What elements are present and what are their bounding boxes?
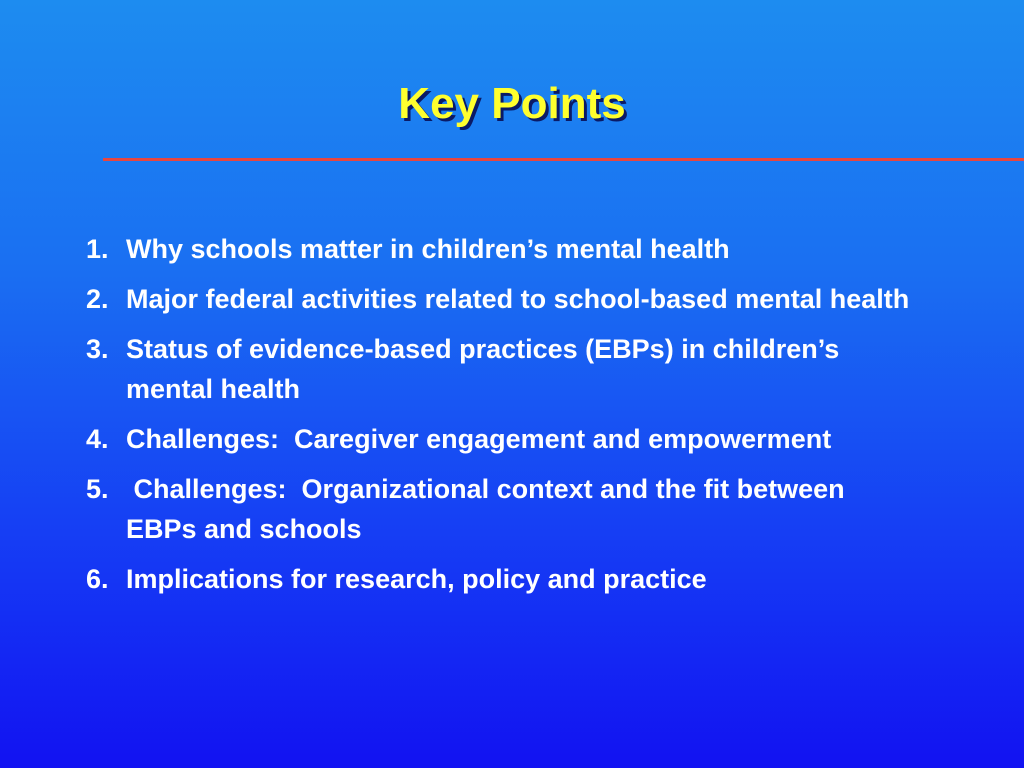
list-item <box>86 229 916 269</box>
item-number: 5. <box>86 474 109 504</box>
item-text: Major federal activities related to school-based mental health <box>126 284 910 314</box>
item-number: 3. <box>86 334 109 364</box>
item-text: Implications for research, policy and practice <box>126 564 707 594</box>
item-text: Challenges: Caregiver engagement and empowerment <box>126 424 832 454</box>
key-points-list <box>86 229 916 609</box>
list-item <box>86 559 916 599</box>
list-item <box>86 279 916 319</box>
list-item <box>86 419 916 459</box>
item-number: 4. <box>86 424 109 454</box>
item-number: 1. <box>86 234 109 264</box>
item-text: Why schools matter in children’s mental health <box>126 234 730 264</box>
item-number: 2. <box>86 284 109 314</box>
slide-title: Key Points <box>398 79 626 128</box>
list-item <box>86 469 916 549</box>
item-number: 6. <box>86 564 109 594</box>
item-text: Challenges: Organizational context and the fit between EBPs and schools <box>126 474 853 544</box>
title-divider <box>103 158 1024 161</box>
list-item <box>86 329 916 409</box>
item-text: Status of evidence-based practices (EBPs) in children’s mental health <box>126 334 847 404</box>
